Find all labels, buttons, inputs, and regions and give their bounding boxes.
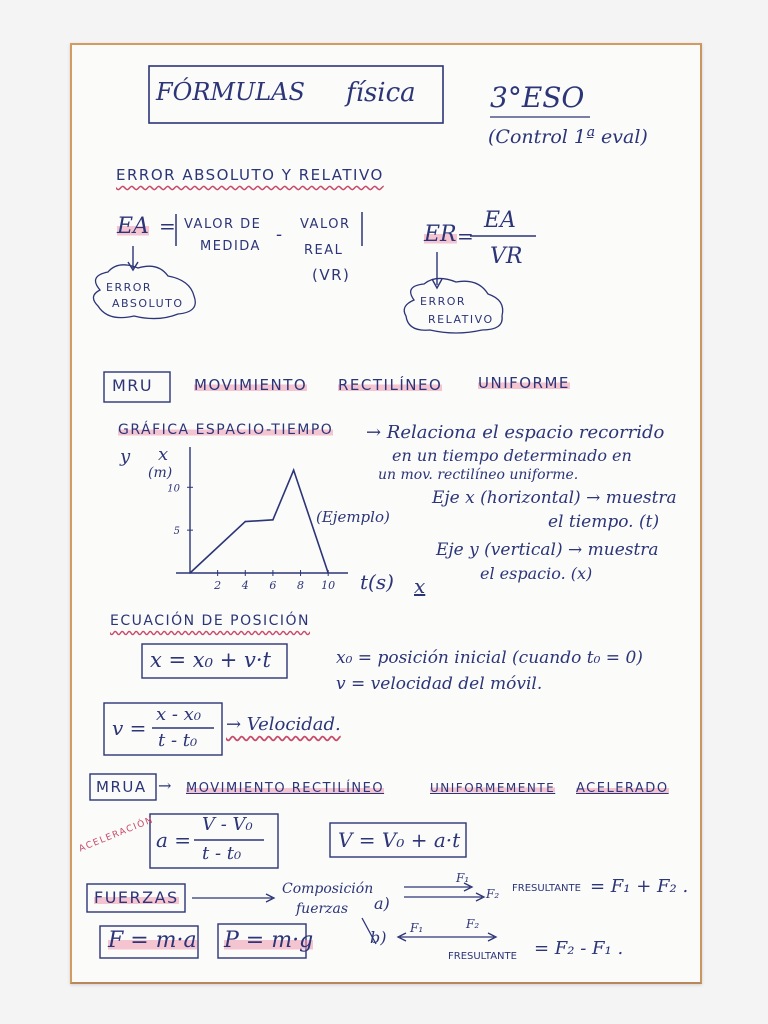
chart-ylabel-x: x (158, 444, 169, 465)
case-a: a) (374, 894, 390, 913)
chart-data-point (189, 572, 191, 574)
v-definition: v = velocidad del móvil. (336, 674, 543, 694)
mrua-arrow: → (158, 776, 172, 795)
mru-title-3: UNIFORME (478, 374, 570, 392)
v-denominator: t - t₀ (158, 730, 198, 751)
valor-real-2: REAL (304, 243, 344, 258)
title-formulas: FÓRMULAS (156, 78, 305, 106)
chart-xtick-label: 10 (321, 579, 336, 592)
fres-b-label: FRESULTANTE (448, 951, 517, 962)
v-numerator: x - x₀ (156, 704, 202, 725)
vr-paren: (VR) (312, 266, 351, 284)
chart-xtick-label: 4 (241, 579, 249, 592)
chart-xlabel: t(s) (360, 570, 394, 594)
chart-data-point (327, 572, 329, 574)
chart-series-line (190, 470, 328, 573)
eje-y-1: Eje y (vertical) → muestra (436, 540, 659, 560)
chart-ytick-label: 5 (173, 526, 180, 538)
mrua-title-2: UNIFORMEMENTE (430, 781, 556, 795)
chart-data-point (272, 519, 274, 521)
mrua-tag: MRUA (96, 778, 147, 796)
velocidad-label: → Velocidad. (226, 714, 341, 735)
case-b: b) (370, 928, 387, 947)
eq-posicion: x = x₀ + v·t (150, 648, 271, 672)
cloud-abs-line2: ABSOLUTO (112, 297, 184, 310)
cloud-rel-line1: ERROR (420, 295, 467, 308)
cloud-rel-line2: RELATIVO (428, 313, 494, 326)
mrua-title-3: ACELERADO (576, 781, 669, 796)
ecuacion-heading: ECUACIÓN DE POSICIÓN (110, 613, 310, 629)
chart-yunit: (m) (148, 465, 173, 481)
chart-xtick-label: 2 (214, 579, 222, 592)
errores-heading: ERROR ABSOLUTO Y RELATIVO (116, 166, 384, 184)
chart-ytick-label: 10 (167, 483, 180, 495)
composicion-1: Composición (282, 881, 374, 897)
f2-label-a: F₂ (486, 887, 500, 901)
x0-definition: x₀ = posición inicial (cuando t₀ = 0) (336, 648, 643, 668)
eq-newton: F = m·a (108, 928, 197, 953)
aceleracion-label: ACELERACIÓN (77, 815, 156, 855)
chart-xtick-label: 8 (297, 579, 305, 592)
a-numerator: V - V₀ (202, 814, 253, 835)
chart-data-point (244, 521, 246, 523)
mru-tag: MRU (112, 376, 154, 395)
a-denominator: t - t₀ (202, 843, 242, 864)
cloud-abs-line1: ERROR (106, 281, 153, 294)
er-numerator: EA (484, 208, 516, 233)
minus-sign: - (276, 224, 283, 245)
mru-desc-3: un mov. rectilíneo uniforme. (378, 467, 579, 483)
er-symbol: ER (424, 222, 457, 247)
mrua-title-1: MOVIMIENTO RECTILÍNEO (186, 781, 385, 796)
chart-xtick-label: 6 (269, 579, 277, 592)
mru-desc-1: → Relaciona el espacio recorrido (366, 422, 665, 443)
course-note: (Control 1ª eval) (488, 126, 648, 148)
fres-a-eq: = F₁ + F₂ . (590, 876, 689, 897)
mru-title-1: MOVIMIENTO (194, 376, 308, 394)
mru-desc-2: en un tiempo determinado en (392, 446, 632, 465)
a-lhs: a = (156, 828, 192, 852)
mru-title-2: RECTILÍNEO (338, 376, 443, 394)
chart-data-point (293, 469, 295, 471)
course-label: 3°ESO (490, 81, 585, 114)
eje-y-2: el espacio. (x) (480, 564, 593, 583)
valor-medida-2: MEDIDA (200, 239, 261, 254)
fres-a-label: FRESULTANTE (512, 883, 581, 894)
grafica-heading: GRÁFICA ESPACIO-TIEMPO (118, 422, 334, 438)
f2-label-b: F₂ (466, 917, 480, 931)
ea-equals: = (159, 214, 176, 238)
fuerzas-heading: FUERZAS (94, 888, 179, 907)
v-mrua-eq: V = V₀ + a·t (338, 828, 461, 852)
composicion-2: fuerzas (296, 901, 349, 917)
valor-real-1: VALOR (300, 217, 351, 232)
eq-peso: P = m·g (224, 928, 314, 953)
chart-ejemplo: (Ejemplo) (316, 508, 390, 526)
f1-label-b: F₁ (410, 921, 424, 935)
chart-xlabel-x: x (414, 574, 426, 598)
v-lhs: v = (112, 716, 147, 740)
er-equals: = (457, 224, 474, 248)
er-denominator: VR (490, 244, 523, 269)
title-fisica: física (346, 78, 416, 108)
ea-symbol: EA (117, 214, 149, 239)
eje-x-2: el tiempo. (t) (548, 512, 660, 532)
eje-x-1: Eje x (horizontal) → muestra (432, 488, 677, 508)
f1-label-a: F₁ (456, 871, 470, 885)
valor-medida-1: VALOR DE (184, 217, 262, 232)
fres-b-eq: = F₂ - F₁ . (534, 938, 624, 959)
chart-ylabel-y: y (120, 446, 131, 467)
